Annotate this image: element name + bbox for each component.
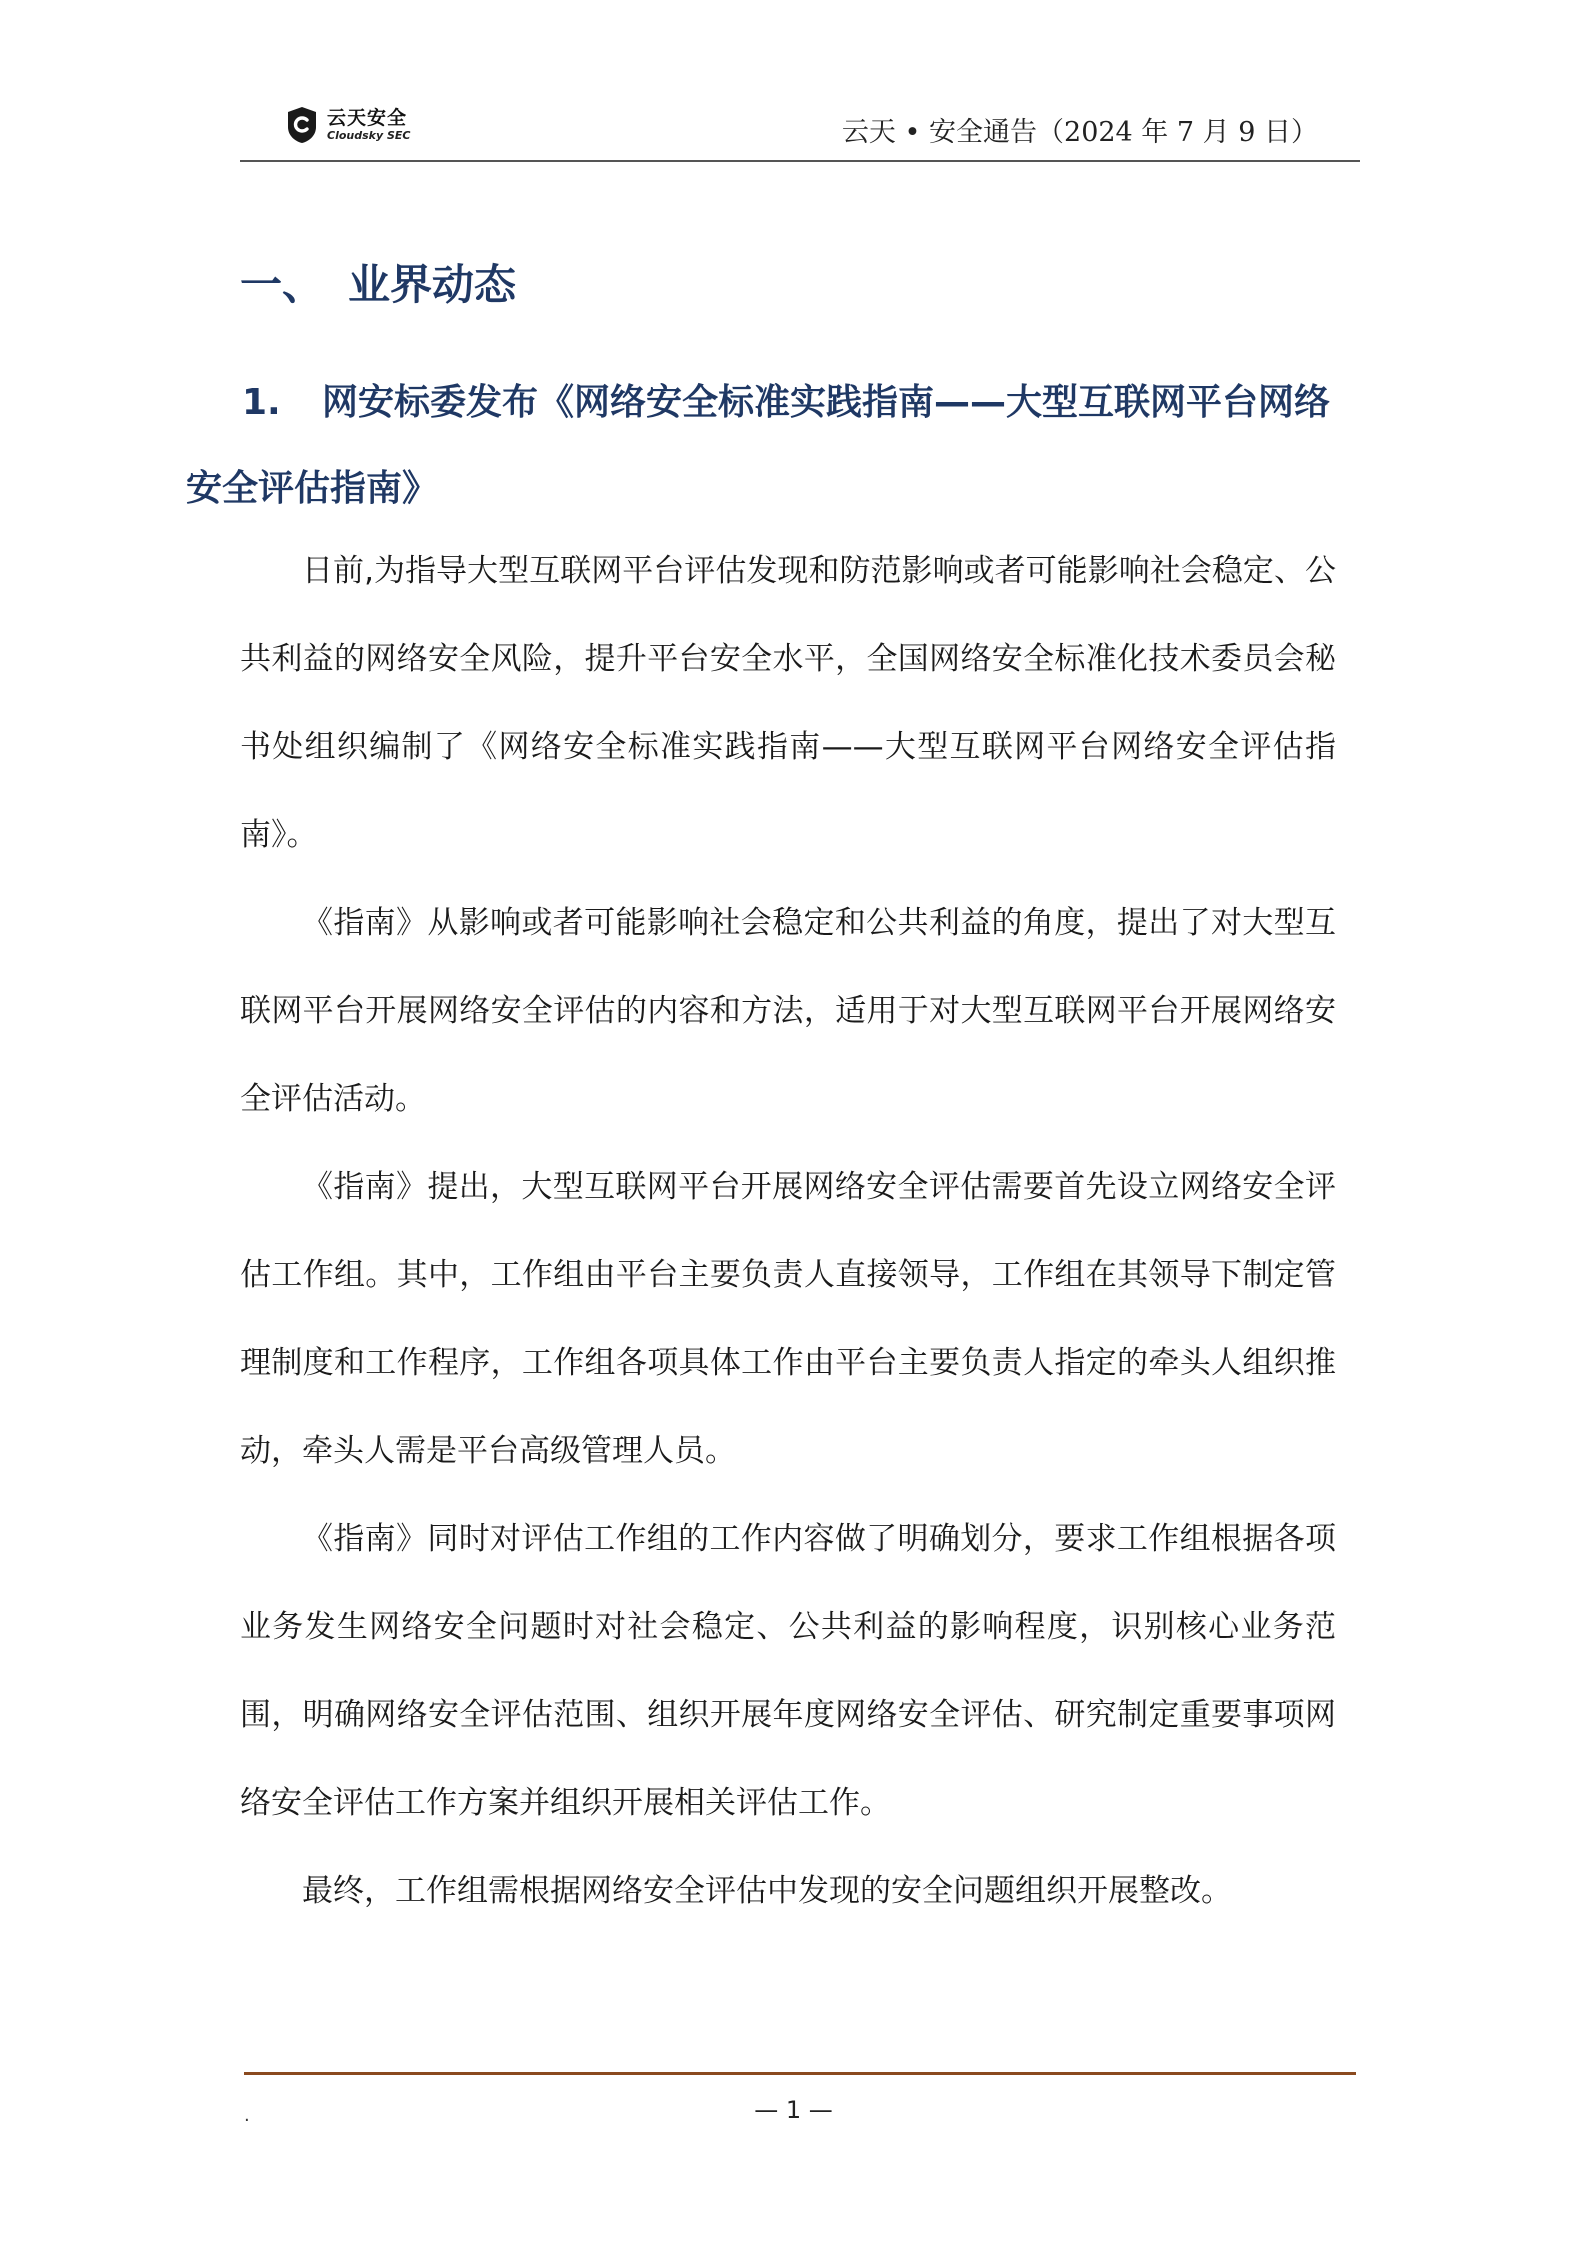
section-title: 业界动态 (348, 260, 517, 309)
article-number: 1. (242, 382, 281, 423)
paragraph: 《指南》从影响或者可能影响社会稳定和公共利益的角度，提出了对大型互联网平台开展网络安全评估的内容和方法，适用于对大型互联网平台开展网络安全评估活动。 (240, 905, 1336, 1117)
section-number: 一、 (240, 260, 325, 309)
bulletin-title: 云天 • 安全通告（2024 年 7 月 9 日） (841, 117, 1318, 148)
company-logo (285, 100, 410, 150)
header-divider (240, 160, 1360, 162)
article-body (240, 527, 1336, 1935)
footer-marker: . (244, 2105, 250, 2126)
logo-english-name: Cloudsky SEC (327, 129, 411, 142)
footer-divider (244, 2072, 1356, 2075)
section-heading (240, 252, 516, 312)
paragraph: 日前,为指导大型互联网平台评估发现和防范影响或者可能影响社会稳定、公共利益的网络安全风险，提升平台安全水平，全国网络安全标准化技术委员会秘书处组织编制了《网络安全标准实践指南——大型互联网平台网络安全评估指南》。 (240, 553, 1336, 853)
article-heading (186, 360, 1336, 532)
paragraph: 最终，工作组需根据网络安全评估中发现的安全问题组织开展整改。 (302, 1873, 1232, 1909)
shield-logo-icon (285, 105, 319, 145)
page-header (240, 92, 1360, 160)
logo-chinese-name: 云天安全 (327, 107, 408, 129)
paragraph: 《指南》同时对评估工作组的工作内容做了明确划分，要求工作组根据各项业务发生网络安全问题时对社会稳定、公共利益的影响程度，识别核心业务范围，明确网络安全评估范围、组织开展年度网络安全评估、研究制定重要事项网络安全评估工作方案并组织开展相关评估工作。 (240, 1521, 1336, 1821)
article-title: 网安标委发布《网络安全标准实践指南——大型互联网平台网络安全评估指南》 (186, 382, 1331, 509)
page-number: — 1 — (754, 2096, 833, 2124)
paragraph: 《指南》提出，大型互联网平台开展网络安全评估需要首先设立网络安全评估工作组。其中，工作组由平台主要负责人直接领导，工作组在其领导下制定管理制度和工作程序，工作组各项具体工作由平台主要负责人指定的牵头人组织推动，牵头人需是平台高级管理人员。 (240, 1169, 1336, 1469)
